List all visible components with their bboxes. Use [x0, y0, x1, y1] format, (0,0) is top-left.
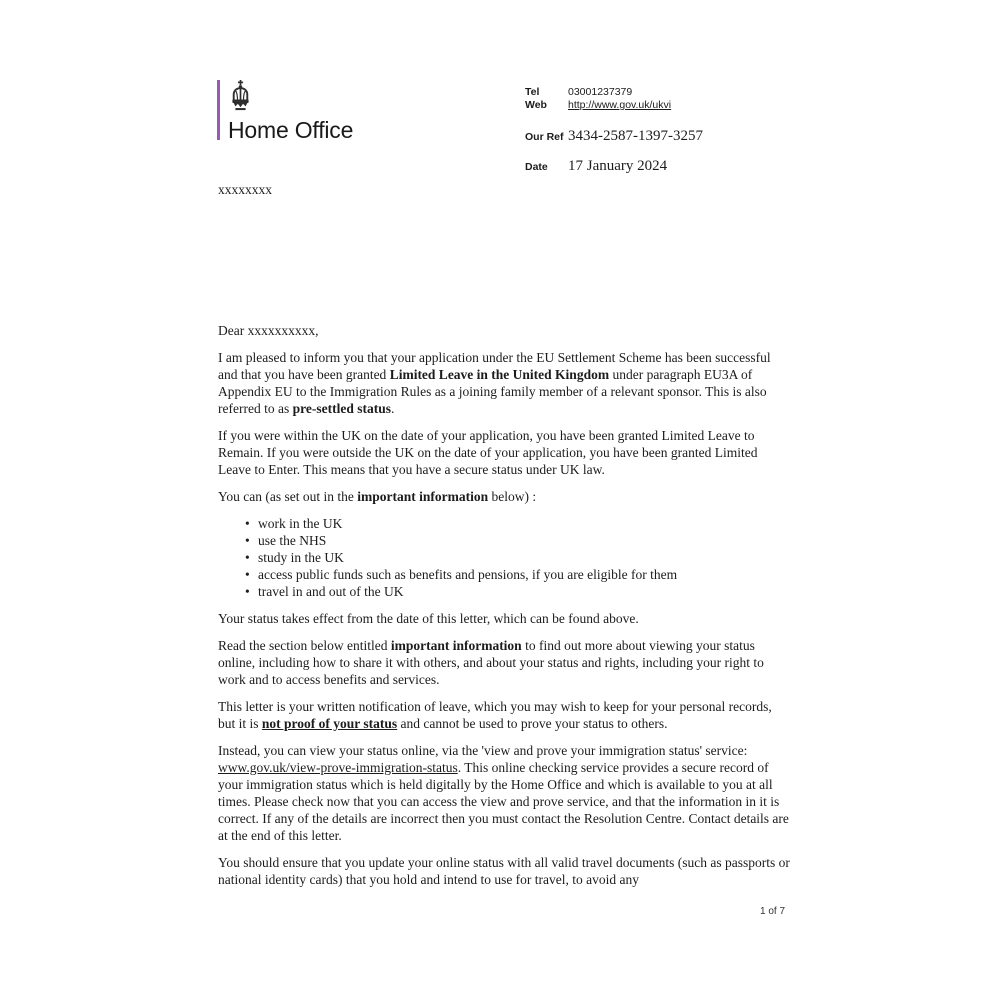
text-segment: You can (as set out in the — [218, 489, 358, 504]
text-segment: below) : — [488, 489, 537, 504]
page-number: 1 of 7 — [760, 906, 786, 917]
our-ref-value: 3434-2587-1397-3257 — [568, 128, 703, 144]
logo-accent-bar — [217, 80, 220, 140]
paragraph-leave-type — [218, 427, 790, 478]
paragraph-read-section — [218, 637, 790, 688]
text-segment: Read the section below entitled — [218, 638, 391, 653]
text-segment: Instead, you can view your status online, via the 'view and prove your immigration status' service: — [218, 743, 748, 758]
recipient-address: xxxxxxxx — [218, 182, 272, 197]
bullet-item: • access public funds such as benefits and pensions, if you are eligible for them — [258, 566, 790, 583]
entitlements-list — [218, 515, 790, 600]
crown-icon — [230, 80, 251, 119]
tel-label: Tel — [525, 86, 540, 98]
paragraph-grant — [218, 349, 790, 417]
paragraph-update-documents — [218, 854, 790, 888]
contact-block — [525, 86, 703, 174]
web-label: Web — [525, 99, 547, 111]
bullet-item: • use the NHS — [258, 532, 790, 549]
text-segment: . This online checking service provides a secure record of your immigration status which is held digitally by the Home Office and which is available to you at all times. Please check now that you can access the view and prove service, and that the information in it is correct. If any of the details are incorrect then you must contact the Resolution Centre. Contact details are at the end of this letter. — [218, 760, 789, 843]
text-segment: important information — [390, 638, 522, 653]
text-segment: I am pleased to inform you that your application under the EU Settlement Scheme has been successful and that you have been granted — [218, 350, 771, 382]
text-segment: under paragraph EU3A of Appendix EU to the Immigration Rules as a joining family member of a relevant sponsor. This is also referred to as — [218, 367, 767, 416]
date-label: Date — [525, 161, 548, 173]
web-row — [525, 99, 703, 112]
tel-row — [525, 86, 703, 99]
bullet-item: • study in the UK — [258, 549, 790, 566]
text-segment: Limited Leave in the United Kingdom — [389, 367, 610, 382]
bullet-item: • travel in and out of the UK — [258, 583, 790, 600]
paragraph-you-can — [218, 488, 790, 505]
paragraph-view-online — [218, 742, 790, 844]
paragraph-status-effect — [218, 610, 790, 627]
letter-content — [218, 322, 790, 898]
web-link[interactable]: http://www.gov.uk/ukvi — [568, 99, 672, 111]
text-segment: Dear xxxxxxxxxx, — [218, 323, 319, 338]
our-ref-label: Our Ref — [525, 131, 564, 143]
text-segment: You should ensure that you update your online status with all valid travel documents (such as passports or national identity cards) that you hold and intend to use for travel, to avoid any — [218, 855, 790, 887]
text-segment: to find out more about viewing your status online, including how to share it with others, and about your status and rights, including your right to work and to access benefits and services. — [218, 638, 764, 687]
date-row — [525, 159, 703, 174]
text-segment: pre-settled status — [292, 401, 391, 416]
paragraph-not-proof — [218, 698, 790, 732]
greeting — [218, 322, 790, 339]
text-segment: . — [390, 401, 395, 416]
date-value: 17 January 2024 — [568, 158, 668, 174]
our-ref-row — [525, 129, 703, 144]
tel-value: 03001237379 — [568, 86, 633, 98]
inline-link[interactable]: www.gov.uk/view-prove-immigration-status — [218, 760, 458, 775]
text-segment: and cannot be used to prove your status to others. — [397, 716, 668, 731]
text-segment: If you were within the UK on the date of your application, you have been granted Limited Leave to Remain. If you were outside the UK on the date of your application, you have been granted Limited Leave to Enter. This means that you have a secure status under UK law. — [218, 428, 758, 477]
text-segment: not proof of your status — [261, 716, 398, 731]
text-segment: important information — [357, 489, 489, 504]
text-segment: This letter is your written notification of leave, which you may wish to keep for your personal records, but it is — [218, 699, 772, 731]
text-segment: Your status takes effect from the date of this letter, which can be found above. — [218, 611, 639, 626]
logo-text: Home Office — [228, 117, 354, 143]
bullet-item: • work in the UK — [258, 515, 790, 532]
